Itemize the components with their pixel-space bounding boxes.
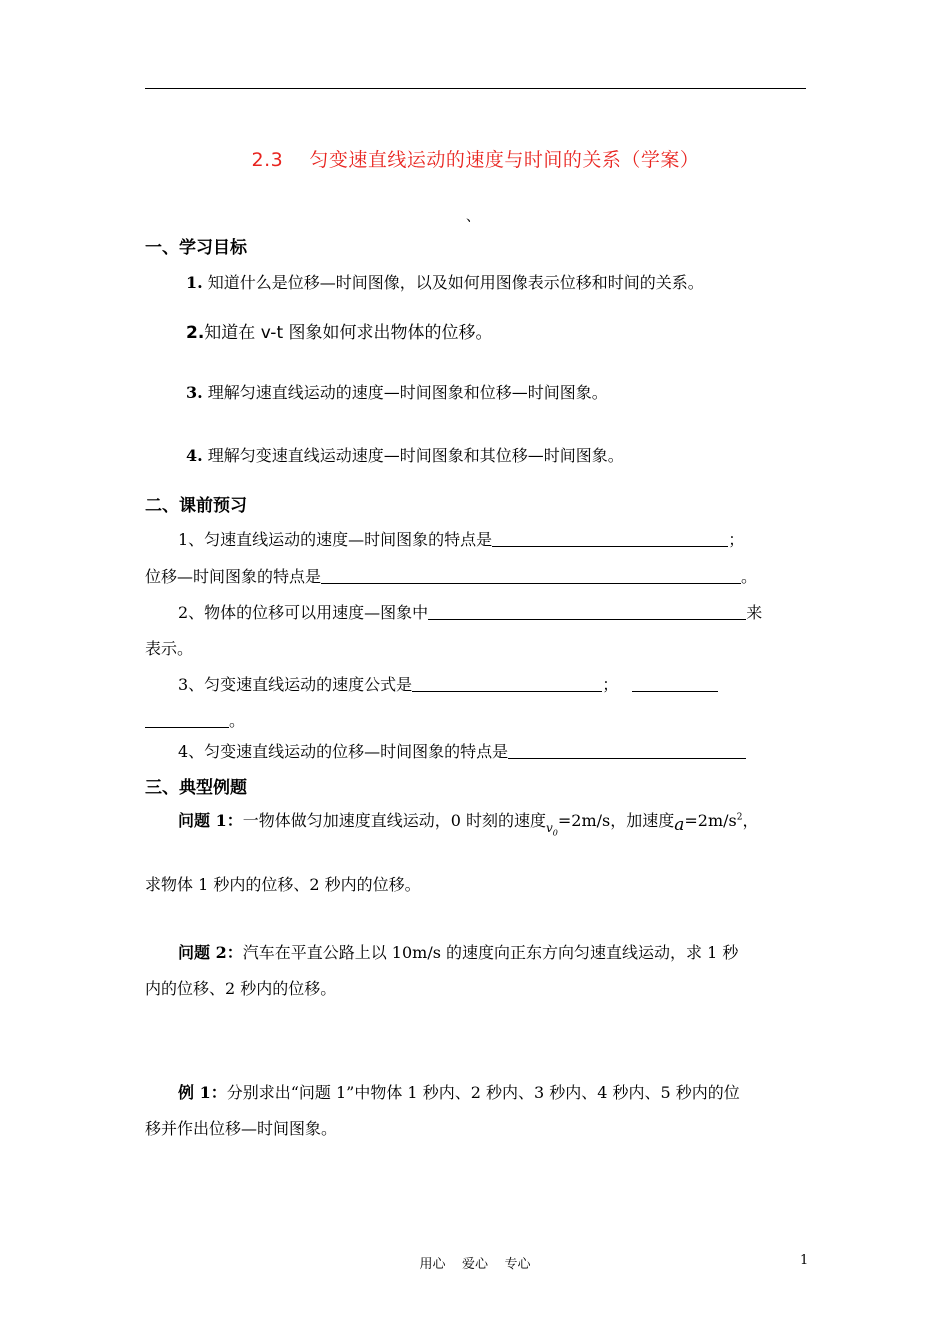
preview-2a-end: 来 xyxy=(746,603,763,622)
page-title: 2.3 匀变速直线运动的速度与时间的关系（学案） xyxy=(251,149,700,171)
question-1 xyxy=(178,808,759,838)
page-number: 1 xyxy=(800,1253,809,1268)
preview-3a xyxy=(178,672,718,695)
goal-2 xyxy=(186,318,493,343)
question-2-label: 问题 2： xyxy=(178,943,243,962)
question-1-text-c: =2m/s xyxy=(684,811,737,830)
goal-1-text: 知道什么是位移—时间图像，以及如何用图像表示位移和时间的关系。 xyxy=(207,273,704,292)
question-1-text-a: 一物体做匀加速度直线运动，0 时刻的速度 xyxy=(242,811,546,830)
header-rule xyxy=(145,88,806,89)
question-2 xyxy=(178,940,738,963)
goal-2-text: 知道在 v-t 图象如何求出物体的位移。 xyxy=(204,323,493,343)
preview-2a xyxy=(178,600,762,623)
blank-6[interactable] xyxy=(145,711,229,728)
goal-1 xyxy=(186,270,704,293)
preview-4 xyxy=(178,739,746,762)
goal-3-text: 理解匀速直线运动的速度—时间图象和位移—时间图象。 xyxy=(207,383,608,402)
preview-1a-end: ； xyxy=(728,530,745,549)
question-2-line2: 内的位移、2 秒内的位移。 xyxy=(145,979,337,998)
goal-1-number: 1. xyxy=(186,273,203,292)
v-subscript: 0 xyxy=(552,828,558,838)
a-symbol: a xyxy=(674,815,685,835)
v-symbol: v xyxy=(546,821,553,835)
v0-symbol xyxy=(546,821,558,838)
stray-mark: 、 xyxy=(466,209,480,225)
preview-3a-sep: ； xyxy=(602,675,619,694)
blank-4[interactable] xyxy=(412,675,602,692)
blank-1[interactable] xyxy=(492,530,728,547)
preview-2b: 表示。 xyxy=(145,639,194,658)
preview-3a-text: 3、匀变速直线运动的速度公式是 xyxy=(178,675,413,694)
blank-2[interactable] xyxy=(321,567,741,584)
question-2-text: 汽车在平直公路上以 10m/s 的速度向正东方向匀速直线运动，求 1 秒 xyxy=(242,943,739,962)
preview-1a-text: 1、匀速直线运动的速度—时间图象的特点是 xyxy=(178,530,493,549)
goal-4 xyxy=(186,443,624,466)
preview-3b-end: 。 xyxy=(229,711,246,730)
goal-2-number: 2. xyxy=(186,323,205,343)
goal-3-number: 3. xyxy=(186,383,203,402)
preview-1b-text: 位移—时间图象的特点是 xyxy=(145,567,322,586)
blank-3[interactable] xyxy=(428,603,746,620)
preview-1b xyxy=(145,564,757,587)
preview-1a xyxy=(178,527,744,550)
preview-2a-text: 2、物体的位移可以用速度—图象中 xyxy=(178,603,429,622)
blank-5[interactable] xyxy=(632,675,718,692)
blank-7[interactable] xyxy=(508,742,746,759)
section-heading-preview: 二、课前预习 xyxy=(145,496,247,516)
question-1-label: 问题 1： xyxy=(178,811,243,830)
goal-4-text: 理解匀变速直线运动速度—时间图象和其位移—时间图象。 xyxy=(207,446,624,465)
squared-superscript: 2 xyxy=(736,812,743,823)
preview-3b xyxy=(145,708,245,731)
example-1 xyxy=(178,1080,740,1103)
goal-4-number: 4. xyxy=(186,446,203,465)
example-1-line2: 移并作出位移—时间图象。 xyxy=(145,1119,338,1138)
goal-3 xyxy=(186,380,608,403)
question-1-text-d: ， xyxy=(742,811,759,830)
footer-text: 用心 爱心 专心 xyxy=(419,1257,531,1272)
section-heading-goals: 一、学习目标 xyxy=(145,238,247,258)
question-1-text-b: =2m/s，加速度 xyxy=(557,811,675,830)
preview-4-text: 4、匀变速直线运动的位移—时间图象的特点是 xyxy=(178,742,509,761)
preview-1b-end: 。 xyxy=(741,567,758,586)
example-1-text: 分别求出“问题 1”中物体 1 秒内、2 秒内、3 秒内、4 秒内、5 秒内的位 xyxy=(226,1083,740,1102)
example-1-label: 例 1： xyxy=(178,1083,227,1102)
question-1-line2: 求物体 1 秒内的位移、2 秒内的位移。 xyxy=(145,875,421,894)
section-heading-examples: 三、典型例题 xyxy=(145,778,247,798)
